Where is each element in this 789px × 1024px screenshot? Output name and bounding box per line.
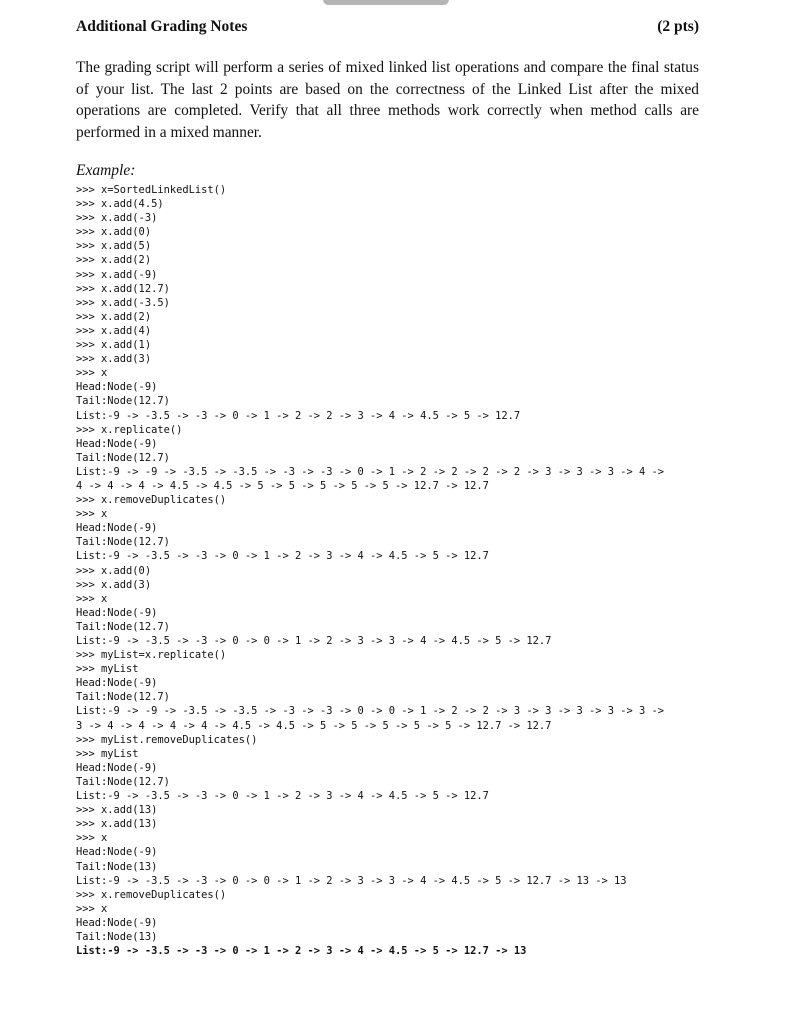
scrollbar-thumb[interactable]	[323, 0, 449, 5]
points-label: (2 pts)	[657, 18, 699, 35]
code-line: Tail:Node(12.7)	[76, 691, 170, 704]
code-line: >>> x.add(2)	[76, 254, 152, 267]
code-line: Tail:Node(12.7)	[76, 536, 170, 549]
code-line: List:-9 -> -3.5 -> -3 -> 0 -> 1 -> 2 -> 2 -> 3 -> 4 -> 4.5 -> 5 -> 12.7	[76, 409, 521, 422]
code-line: Tail:Node(12.7)	[76, 775, 170, 788]
code-line: >>> x.add(5)	[76, 240, 152, 253]
code-line: >>> x.add(4)	[76, 324, 152, 337]
code-line: >>> x.add(3)	[76, 578, 152, 591]
example-label: Example:	[76, 162, 136, 179]
code-line: Head:Node(-9)	[76, 606, 158, 619]
code-line: List:-9 -> -3.5 -> -3 -> 0 -> 1 -> 2 -> 3 -> 4 -> 4.5 -> 5 -> 12.7	[76, 790, 489, 803]
code-line: >>> x.replicate()	[76, 423, 183, 436]
code-line: >>> x.add(-3)	[76, 212, 158, 225]
code-line: Tail:Node(12.7)	[76, 451, 170, 464]
code-line: >>> myList=x.replicate()	[76, 649, 227, 662]
code-line: 3 -> 4 -> 4 -> 4 -> 4 -> 4.5 -> 4.5 -> 5 -> 5 -> 5 -> 5 -> 5 -> 12.7 -> 12.7	[76, 719, 552, 732]
code-line: Tail:Node(13)	[76, 860, 158, 873]
code-line: Head:Node(-9)	[76, 916, 158, 929]
code-line: Head:Node(-9)	[76, 381, 158, 394]
code-line: >>> x.add(2)	[76, 310, 152, 323]
code-line: >>> x=SortedLinkedList()	[76, 184, 227, 196]
code-line: >>> x.add(0)	[76, 564, 152, 577]
code-line: >>> x.add(13)	[76, 818, 158, 831]
code-line: Tail:Node(12.7)	[76, 620, 170, 633]
code-line: Head:Node(-9)	[76, 522, 158, 535]
code-line: Head:Node(-9)	[76, 437, 158, 450]
code-line: >>> x.add(1)	[76, 339, 152, 352]
code-line: Tail:Node(13)	[76, 930, 158, 943]
code-line: >>> myList	[76, 747, 139, 760]
code-line: List:-9 -> -3.5 -> -3 -> 0 -> 1 -> 2 -> 3 -> 4 -> 4.5 -> 5 -> 12.7 -> 13	[76, 945, 527, 958]
code-line: >>> x	[76, 902, 108, 915]
code-line: >>> x.removeDuplicates()	[76, 888, 227, 901]
code-line: 4 -> 4 -> 4 -> 4.5 -> 4.5 -> 5 -> 5 -> 5 -> 5 -> 5 -> 12.7 -> 12.7	[76, 479, 489, 492]
code-line: Tail:Node(12.7)	[76, 395, 170, 408]
intro-paragraph: The grading script will perform a series of mixed linked list operations and compare the final status of your list. The last 2 points are based on the correctness of the Linked List after the mixed operations are completed. Verify that all three methods work correctly when method calls are performed in a mixed manner.	[76, 59, 699, 141]
code-line: List:-9 -> -9 -> -3.5 -> -3.5 -> -3 -> -3 -> 0 -> 0 -> 1 -> 2 -> 2 -> 3 -> 3 -> 3 -> 3 -> 3 ->	[76, 705, 665, 718]
code-line: >>> x.add(13)	[76, 804, 158, 817]
code-line: >>> x.add(3)	[76, 353, 152, 366]
code-line: Head:Node(-9)	[76, 846, 158, 859]
code-line: >>> x	[76, 592, 108, 605]
code-line: >>> x.add(4.5)	[76, 198, 164, 211]
code-line: List:-9 -> -9 -> -3.5 -> -3.5 -> -3 -> -3 -> 0 -> 1 -> 2 -> 2 -> 2 -> 2 -> 3 -> 3 -> 3 -> 4 ->	[76, 465, 665, 478]
code-line: >>> x	[76, 367, 108, 380]
section-title: Additional Grading Notes	[76, 18, 248, 35]
code-line: >>> x	[76, 508, 108, 521]
code-line: >>> myList.removeDuplicates()	[76, 733, 258, 746]
code-line: >>> x.add(-9)	[76, 268, 158, 281]
code-line: List:-9 -> -3.5 -> -3 -> 0 -> 1 -> 2 -> 3 -> 4 -> 4.5 -> 5 -> 12.7	[76, 550, 489, 563]
code-line: >>> x.add(-3.5)	[76, 296, 170, 309]
code-line: Head:Node(-9)	[76, 677, 158, 690]
code-line: >>> x.add(0)	[76, 226, 152, 239]
section-header	[76, 18, 699, 40]
code-line: >>> x.add(12.7)	[76, 282, 170, 295]
code-line: List:-9 -> -3.5 -> -3 -> 0 -> 0 -> 1 -> 2 -> 3 -> 3 -> 4 -> 4.5 -> 5 -> 12.7 -> 13 -> 13	[76, 874, 627, 887]
code-line: >>> x	[76, 832, 108, 845]
code-example	[76, 183, 716, 958]
code-line: >>> x.removeDuplicates()	[76, 494, 227, 507]
code-line: Head:Node(-9)	[76, 761, 158, 774]
code-line: List:-9 -> -3.5 -> -3 -> 0 -> 0 -> 1 -> 2 -> 3 -> 3 -> 4 -> 4.5 -> 5 -> 12.7	[76, 635, 552, 647]
code-line: >>> myList	[76, 663, 139, 676]
